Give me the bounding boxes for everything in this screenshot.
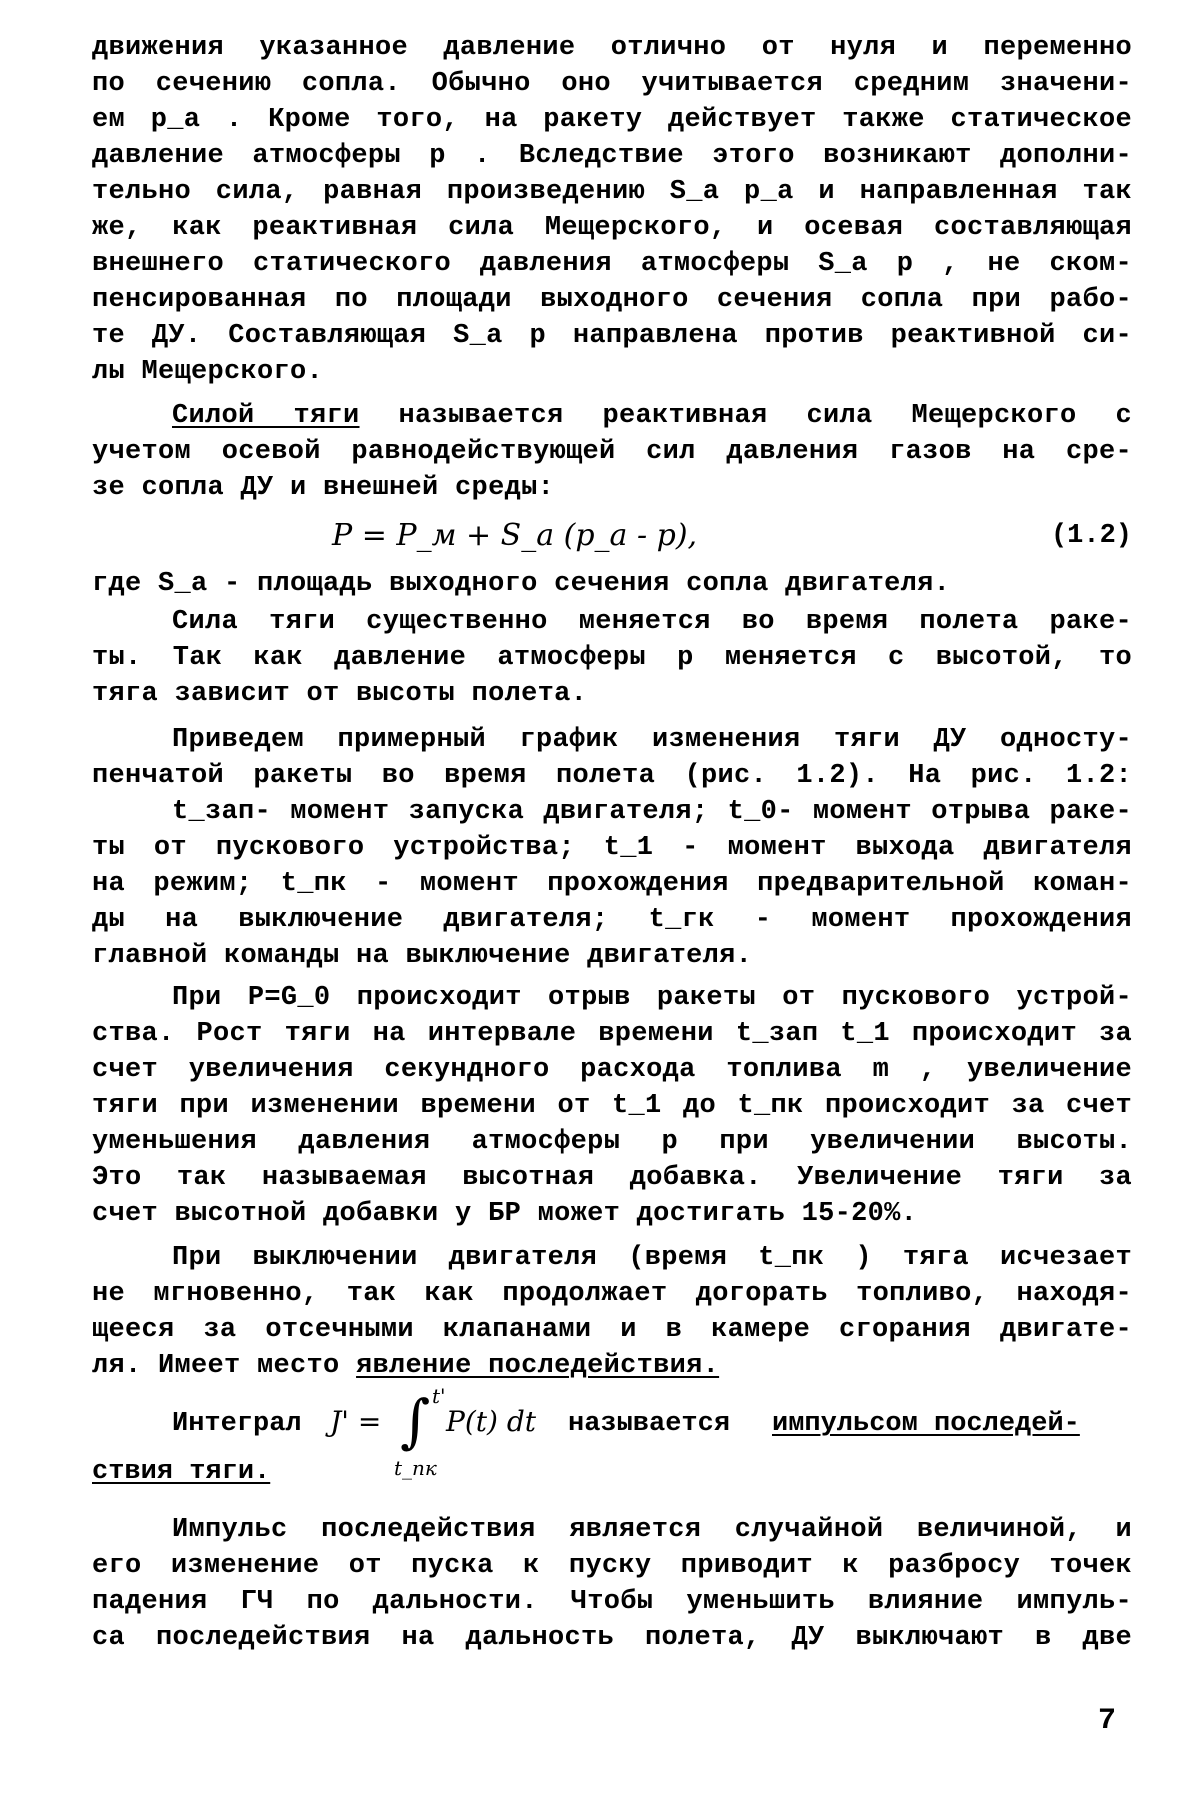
text-line: тельно сила, равная произведению S_a p_a и направленная так (92, 177, 1132, 207)
term-aftereffect-impulse-cont: ствия тяги. (92, 1457, 271, 1487)
text-line: ты. Так как давление атмосферы p меняется с высотой, то (92, 643, 1132, 673)
text-line: движения указанное давление отлично от нуля и переменно (92, 33, 1132, 63)
text-line: давление атмосферы p . Вследствие этого возникают дополни- (92, 141, 1132, 171)
text-line: са последействия на дальность полета, ДУ выключают в две (92, 1623, 1132, 1653)
integral-sign: ∫ (400, 1387, 431, 1455)
text-line: главной команды на выключение двигателя. (92, 941, 753, 971)
text-span: называется реактивная сила Мещерского с (359, 401, 1133, 431)
text-line: счет высотной добавки у БР может достигать 15-20%. (92, 1199, 918, 1229)
equation-number: (1.2) (1050, 521, 1132, 551)
text-span: Интеграл (172, 1409, 302, 1439)
integral-definition (92, 1384, 1132, 1490)
equation-1-2 (92, 514, 1132, 558)
text-span: называется (568, 1409, 731, 1439)
paragraph-aftereffect (92, 1240, 1132, 1384)
text-line: его изменение от пуска к пуску приводит к разбросу точек (92, 1551, 1132, 1581)
text-line: по сечению сопла. Обычно оно учитывается средним значени- (92, 69, 1132, 99)
text-line: ства. Рост тяги на интервале времени t_зап t_1 происходит за (92, 1019, 1132, 1049)
text-line: зе сопла ДУ и внешней среды: (92, 473, 555, 503)
text-line: учетом осевой равнодействующей сил давления газов на сре- (92, 437, 1132, 467)
text-line (92, 1348, 1132, 1384)
term-thrust-force: Силой тяги (172, 401, 360, 431)
text-line: лы Мещерского. (92, 357, 324, 387)
text-line: При выключении двигателя (время t_пк ) тяга исчезает (172, 1243, 1132, 1273)
text-line: При P=G_0 происходит отрыв ракеты от пускового устрой- (172, 983, 1132, 1013)
paragraph-thrust-growth (92, 980, 1132, 1232)
paragraph-area-definition (92, 566, 1132, 602)
term-aftereffect-impulse: импульсом последей- (772, 1409, 1080, 1439)
text-line: тяга зависит от высоты полета. (92, 679, 588, 709)
paragraph-time-moments (92, 722, 1132, 974)
text-span: ля. Имеет место (92, 1351, 357, 1381)
text-line: на режим; t_пк - момент прохождения предварительной коман- (92, 869, 1132, 899)
text-line: где S_a - площадь выходного сечения сопла двигателя. (92, 569, 951, 599)
text-line: пенсированная по площади выходного сечения сопла при рабо- (92, 285, 1132, 315)
integral-lhs: J' = (330, 1405, 382, 1438)
text-line: Импульс последействия является случайной величиной, и (172, 1515, 1132, 1545)
integral-lower-limit: t_пк (394, 1456, 437, 1480)
paragraph-thrust-definition (92, 398, 1132, 506)
equation-body: P = P_м + S_a (p_a - p), (332, 518, 698, 553)
integrand: P(t) dt (446, 1405, 537, 1438)
text-line: щееся за отсечными клапанами и в камере сгорания двигате- (92, 1315, 1132, 1345)
paragraph-pressure (92, 30, 1132, 390)
text-line: ем p_a . Кроме того, на ракету действует также статическое (92, 105, 1132, 135)
page-number: 7 (1098, 1704, 1117, 1738)
text-line: ды на выключение двигателя; t_гк - момент прохождения (92, 905, 1132, 935)
text-line: тяги при изменении времени от t_1 до t_пк происходит за счет (92, 1091, 1132, 1121)
text-line: Сила тяги существенно меняется во время полета раке- (172, 607, 1132, 637)
paragraph-thrust-variation (92, 604, 1132, 712)
term-aftereffect: явление последействия. (356, 1351, 720, 1381)
text-line: же, как реактивная сила Мещерского, и осевая составляющая (92, 213, 1132, 243)
text-line: уменьшения давления атмосферы p при увеличении высоты. (92, 1127, 1132, 1157)
text-line: не мгновенно, так как продолжает догорать топливо, находя- (92, 1279, 1132, 1309)
text-line: те ДУ. Составляющая S_a p направлена против реактивной си- (92, 321, 1132, 351)
text-line: Приведем примерный график изменения тяги ДУ односту- (172, 725, 1132, 755)
text-line: ты от пускового устройства; t_1 - момент выхода двигателя (92, 833, 1132, 863)
text-line: внешнего статического давления атмосферы S_a p , не ском- (92, 249, 1132, 279)
text-line: t_зап- момент запуска двигателя; t_0- момент отрыва раке- (172, 797, 1132, 827)
text-line: счет увеличения секундного расхода топлива m , увеличение (92, 1055, 1132, 1085)
integral-upper-limit: t' (432, 1384, 446, 1408)
text-line: падения ГЧ по дальности. Чтобы уменьшить влияние импуль- (92, 1587, 1132, 1617)
text-line (92, 398, 1132, 434)
text-line: пенчатой ракеты во время полета (рис. 1.2). На рис. 1.2: (92, 761, 1132, 791)
text-line: Это так называемая высотная добавка. Увеличение тяги за (92, 1163, 1132, 1193)
paragraph-impulse-scatter (92, 1512, 1132, 1656)
